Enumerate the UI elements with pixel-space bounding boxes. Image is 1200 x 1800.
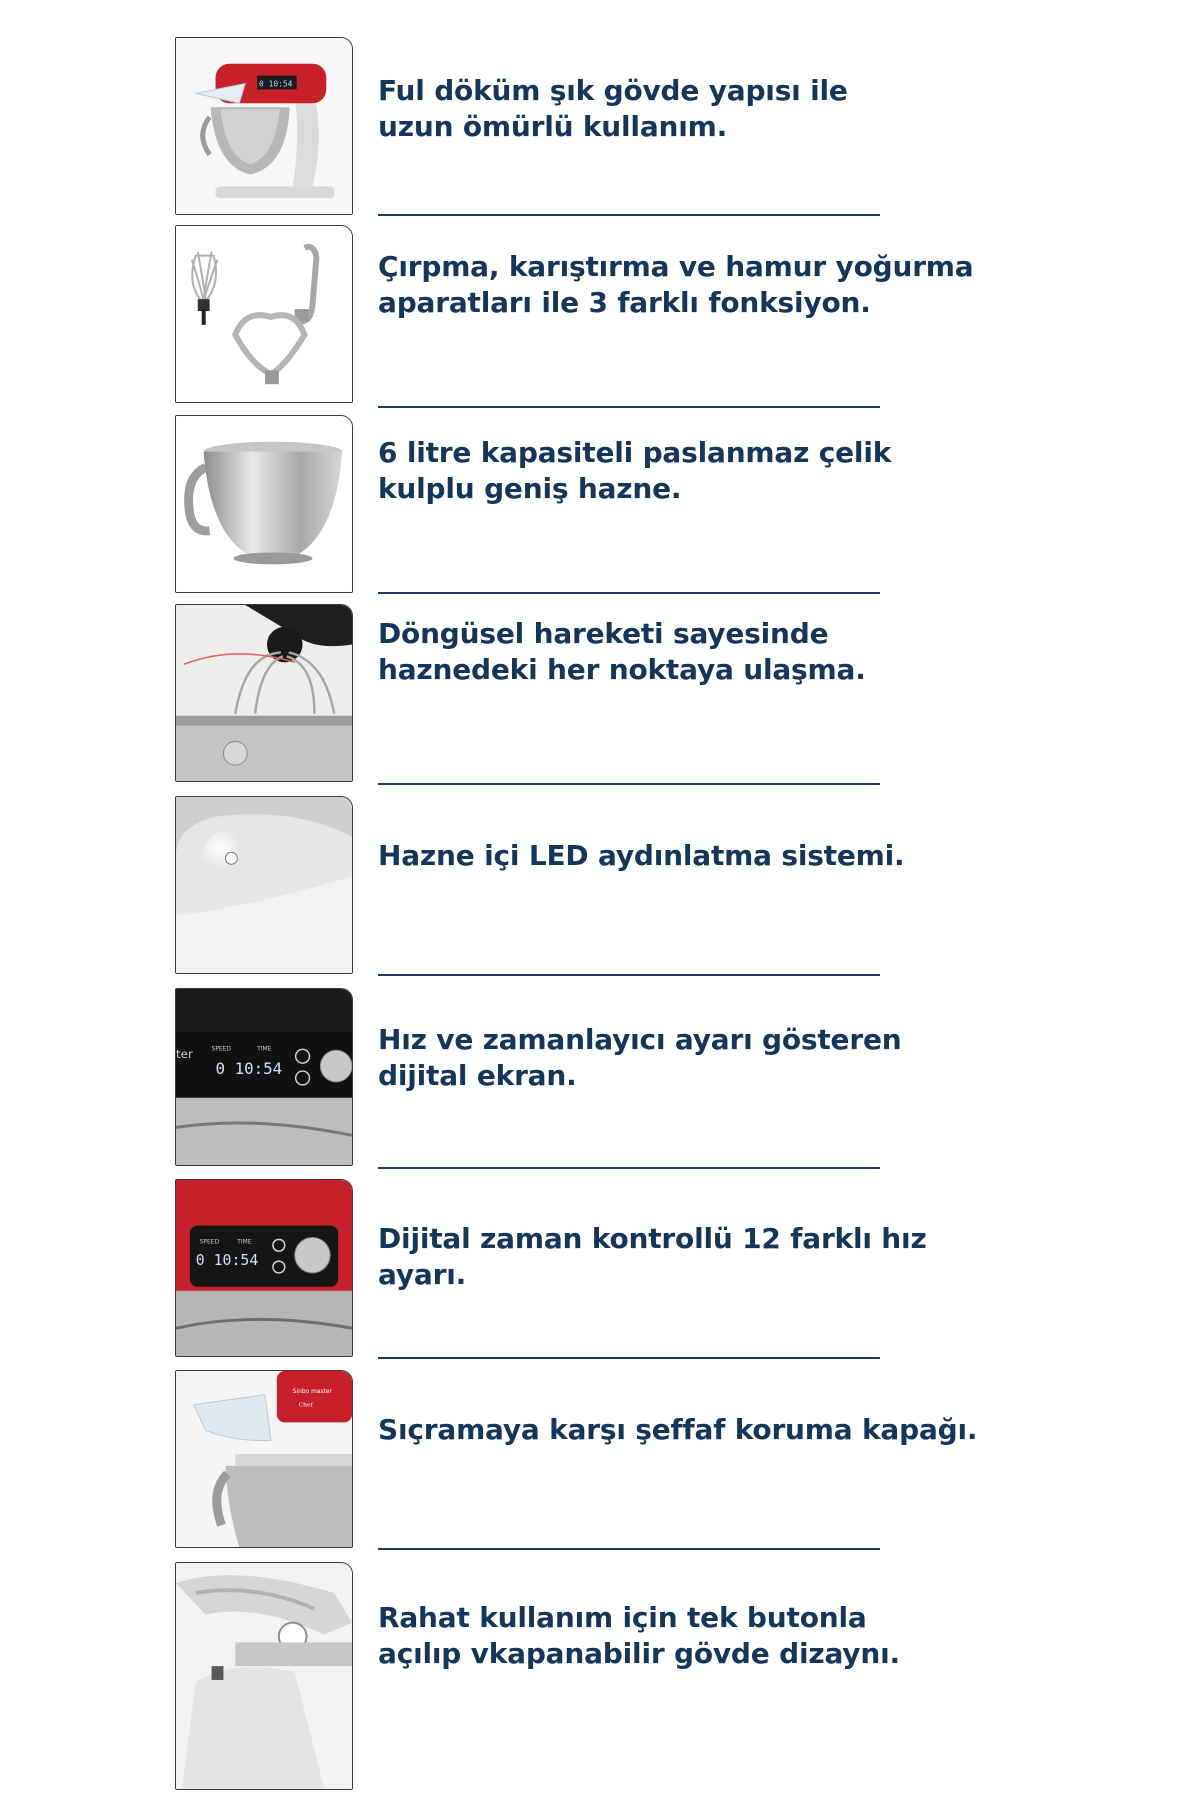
time-label: TIME [257,1045,272,1053]
feature-line-2a: Çırpma, karıştırma ve hamur yoğurma [378,250,974,283]
stand-mixer-red-body-image [175,37,353,215]
feature-row-5 [0,796,1200,986]
planetary-whisk-image [175,604,353,782]
feature-text-6 [378,1022,1018,1094]
feature-text-4 [378,616,1018,688]
feature-text-5 [378,838,1018,874]
feature-row-9 [0,1562,1200,1752]
splash-guard-image [175,1370,353,1548]
feature-row-6 [0,988,1200,1178]
feature-row-2 [0,225,1200,415]
feature-line-4a: Döngüsel hareketi sayesinde [378,617,829,650]
divider-4 [378,783,880,785]
feature-row-7 [0,1179,1200,1369]
feature-text-2 [378,249,1018,321]
feature-row-8 [0,1370,1200,1560]
feature-line-1a: Ful döküm şık gövde yapısı ile [378,74,848,107]
feature-row-4 [0,604,1200,794]
divider-6 [378,1167,880,1169]
divider-8 [378,1548,880,1550]
tilt-head-hinge-image [175,1562,353,1790]
stainless-steel-bowl-image [175,415,353,593]
feature-row-3 [0,415,1200,605]
divider-5 [378,974,880,976]
mini-display-text: 0 10:54 [259,79,293,89]
feature-text-3 [378,435,1018,507]
feature-text-9 [378,1600,1018,1672]
divider-3 [378,592,880,594]
feature-text-7 [378,1221,1018,1293]
brand-model: Chef [298,1401,313,1409]
feature-line-9a: Rahat kullanım için tek butonla [378,1601,867,1634]
feature-line-2b: aparatları ile 3 farklı fonksiyon. [378,286,871,319]
digital-display-black-image [175,988,353,1166]
time-label-2: TIME [237,1238,252,1246]
feature-line-3a: 6 litre kapasiteli paslanmaz çelik [378,436,892,469]
feature-line-1b: uzun ömürlü kullanım. [378,110,728,143]
feature-text-8 [378,1412,1018,1448]
feature-line-3b: kulplu geniş hazne. [378,472,682,505]
divider-1 [378,214,880,216]
feature-line-5a: Hazne içi LED aydınlatma sistemi. [378,839,905,872]
feature-line-7a: Dijital zaman kontrollü 12 farklı hız ayarı. [378,1222,927,1291]
speed-label-2: SPEED [199,1238,220,1246]
feature-line-6a: Hız ve zamanlayıcı ayarı gösteren [378,1023,902,1056]
feature-line-4b: haznedeki her noktaya ulaşma. [378,653,866,686]
divider-2 [378,406,880,408]
feature-text-1 [378,73,1018,145]
feature-line-8a: Sıçramaya karşı şeffaf koruma kapağı. [378,1413,978,1446]
led-light-image [175,796,353,974]
display-readout-2: 0 10:54 [195,1252,259,1270]
feature-line-6b: dijital ekran. [378,1059,577,1092]
feature-row-1 [0,37,1200,227]
brand-name: Sinbo master [292,1387,332,1395]
mixer-attachments-image [175,225,353,403]
digital-display-red-image [175,1179,353,1357]
divider-7 [378,1357,880,1359]
feature-line-9b: açılıp vkapanabilir gövde dizaynı. [378,1637,900,1670]
svg-text:ter: ter [176,1047,193,1062]
speed-label: SPEED [211,1045,231,1053]
display-readout: 0 10:54 [215,1059,283,1079]
